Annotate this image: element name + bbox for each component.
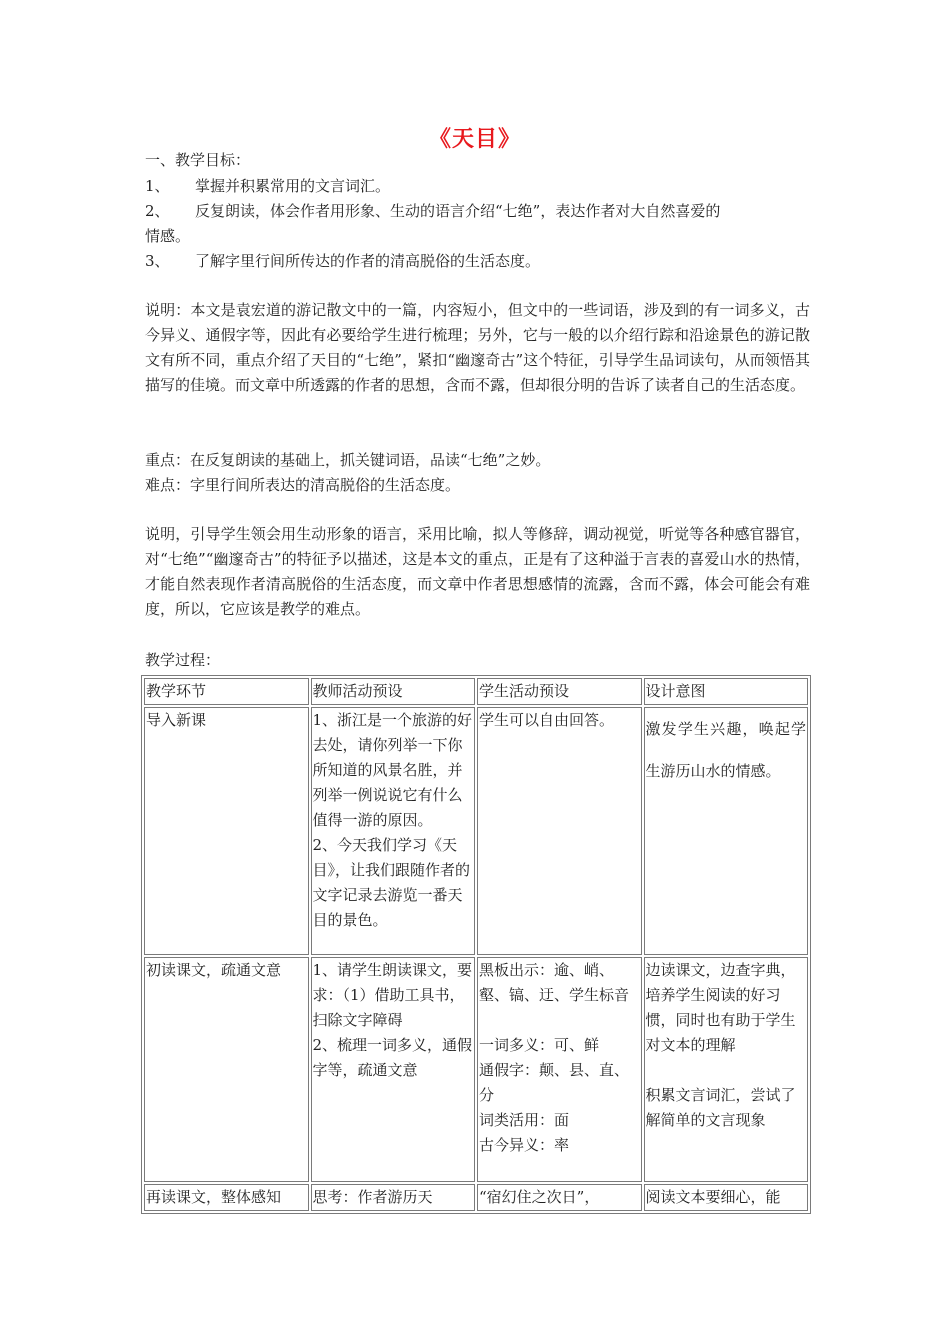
stage-cell: 再读课文，整体感知 <box>144 1184 309 1211</box>
intent-cell <box>644 707 809 955</box>
table-row <box>144 1184 808 1211</box>
teacher-cell <box>311 957 476 1182</box>
table-row <box>144 957 808 1182</box>
objective-text: 掌握并积累常用的文言词汇。 <box>195 177 391 195</box>
cell-paragraph: 2、梳理一词多义，通假字等，疏通文意 <box>312 1036 473 1079</box>
objective-item-2 <box>145 199 810 224</box>
explanation-paragraph-2: 说明，引导学生领会用生动形象的语言，采用比喻，拟人等修辞，调动视觉，听觉等各种感官器官，对“七绝”“幽邃奇古”的特征予以描述，这是本文的重点，正是有了这种溢于言表的喜爱山水的热情，才能自然表现作者清高脱俗的生活态度，而文章中作者思想感情的流露，含而不露，体会可能会有难度，所以，它应该是教学的难点。 <box>145 525 810 618</box>
cell-paragraph: 1、浙江是一个旅游的好去处，请你列举一下你所知道的风景名胜，并列举一例说说它有什么值得一游的原因。 <box>312 711 473 829</box>
stage-cell: 初读课文，疏通文意 <box>144 957 309 1182</box>
teacher-cell: 思考：作者游历天 <box>311 1184 476 1211</box>
table-header-row <box>144 678 808 705</box>
table-row <box>144 707 808 955</box>
explanation-paragraph-1: 说明：本文是袁宏道的游记散文中的一篇，内容短小，但文中的一些词语，涉及到的有一词多义，古今异义、通假字等，因此有必要给学生进行梳理；另外，它与一般的以介绍行踪和沿途景色的游记散文有所不同，重点介绍了天目的“七绝”，紧扣“幽邃奇古”这个特征，引导学生品词读句，从而领悟其描写的佳境。而文章中所透露的作者的思想，含而不露，但却很分明的告诉了读者自己的生活态度。 <box>145 301 810 394</box>
cell-spacer <box>479 1008 640 1033</box>
cell-paragraph: 通假字：颠、县、直、分 <box>479 1061 630 1104</box>
difficulty-point: 难点：字里行间所表达的清高脱俗的生活态度。 <box>145 476 461 494</box>
objective-number: 1、 <box>145 177 170 195</box>
stage-cell: 导入新课 <box>144 707 309 955</box>
student-cell: “宿幻住之次日”， <box>477 1184 642 1211</box>
table-header-cell: 设计意图 <box>644 678 809 705</box>
objective-number: 2、 <box>145 202 170 220</box>
objective-number: 3、 <box>145 252 170 270</box>
student-cell <box>477 707 642 955</box>
cell-paragraph: 学生可以自由回答。 <box>479 711 615 729</box>
table-header-cell: 教学环节 <box>144 678 309 705</box>
objective-text: 反复朗读，体会作者用形象、生动的语言介绍“七绝”，表达作者对大自然喜爱的 <box>195 202 721 220</box>
cell-paragraph: 古今异义：率 <box>479 1136 570 1154</box>
key-point: 重点：在反复朗读的基础上，抓关键词语，品读“七绝”之妙。 <box>145 451 551 469</box>
process-heading: 教学过程： <box>145 651 221 669</box>
intent-cell: 阅读文本要细心，能 <box>644 1184 809 1211</box>
cell-paragraph: 一词多义：可、鲜 <box>479 1036 600 1054</box>
objective-text: 了解字里行间所传达的作者的清高脱俗的生活态度。 <box>195 252 541 270</box>
cell-paragraph: 1、请学生朗读课文，要求：（1）借助工具书，扫除文字障碍 <box>312 961 473 1029</box>
teaching-process-table <box>141 675 811 1214</box>
student-cell <box>477 957 642 1182</box>
table-header-cell: 学生活动预设 <box>477 678 642 705</box>
objective-item-1 <box>145 174 810 199</box>
objective-item-2-continued: 情感。 <box>145 227 191 245</box>
cell-paragraph: 词类活用：面 <box>479 1111 570 1129</box>
cell-paragraph: 2、今天我们学习《天目》，让我们跟随作者的文字记录去游览一番天目的景色。 <box>312 836 471 929</box>
table-header-cell: 教师活动预设 <box>311 678 476 705</box>
cell-paragraph: 边读课文，边查字典，培养学生阅读的好习惯，同时也有助于学生对文本的理解 <box>645 961 796 1054</box>
objectives-heading: 一、教学目标： <box>145 151 251 169</box>
cell-paragraph: 激发学生兴趣，唤起学生游历山水的情感。 <box>645 720 806 780</box>
teacher-cell <box>311 707 476 955</box>
intent-cell <box>644 957 809 1182</box>
cell-paragraph: 黑板出示：逾、峭、壑、镐、迂、学生标音 <box>479 961 630 1004</box>
document-title: 《天目》 <box>428 127 521 152</box>
cell-paragraph: 积累文言词汇，尝试了解简单的文言现象 <box>645 1086 796 1129</box>
objective-item-3 <box>145 249 810 274</box>
cell-spacer <box>646 1058 807 1083</box>
